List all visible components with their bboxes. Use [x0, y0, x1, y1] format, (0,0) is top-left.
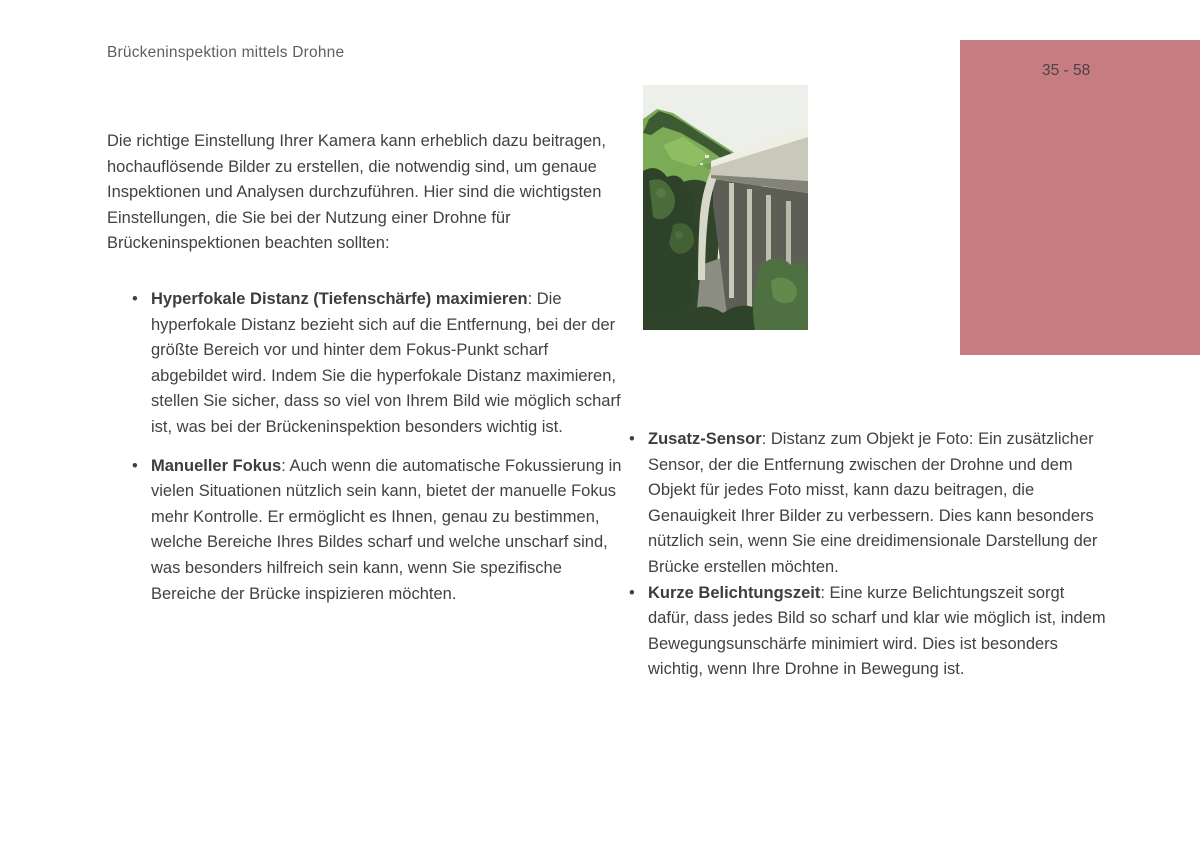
bullet-text: : Auch wenn die automatische Fokussierung in vielen Situationen nützlich sein kann, bietet der manuelle Fokus mehr Kontrolle. Er ermöglicht es Ihnen, genau zu bestimmen, welche Bereiche Ihres Bildes scharf und welche unscharf sind, was besonders hilfreich sein kann, wenn Sie spezifische Bereiche der Brücke inspizieren möchten.: [151, 456, 622, 603]
list-item-zusatz-sensor: [628, 427, 1108, 581]
list-item-kurze-belichtungszeit: [628, 581, 1108, 683]
bridge-photo: [643, 85, 808, 330]
bullet-text: : Distanz zum Objekt je Foto: Ein zusätzlicher Sensor, der die Entfernung zwischen der Drohne und dem Objekt für jedes Foto misst, kann dazu beitragen, die Genauigkeit Ihrer Bilder zu verbessern. Dies kann besonders nützlich sein, wenn Sie eine dreidimensionale Darstellung der Brücke erstellen möchten.: [648, 430, 1098, 576]
bullet-lead: Kurze Belichtungszeit: [648, 583, 821, 602]
bullet-lead: Hyperfokale Distanz (Tiefenschärfe) maximieren: [151, 290, 528, 308]
list-item-hyperfokale-distanz: [131, 287, 625, 441]
bullet-text: : Eine kurze Belichtungszeit sorgt dafür, dass jedes Bild so scharf und klar wie möglich ist, indem Bewegungsunschärfe minimiert wird. Dies ist besonders wichtig, wenn Ihre Drohne in Bewegung ist.: [648, 583, 1106, 679]
bridge-photo-illustration: [643, 85, 808, 330]
right-bullet-list: [628, 427, 1108, 683]
bullet-text: : Die hyperfokale Distanz bezieht sich auf die Entfernung, bei der der größte Bereich vor und hinter dem Fokus-Punkt scharf abgebildet wird. Indem Sie die hyperfokale Distanz maximieren, stellen Sie sicher, dass so viel von Ihrem Bild wie möglich scharf ist, was bei der Brückeninspektion besonders wichtig ist.: [151, 290, 621, 436]
bullet-lead: Manueller Fokus: [151, 456, 282, 475]
bullet-lead: Zusatz-Sensor: [648, 430, 762, 448]
intro-paragraph: Die richtige Einstellung Ihrer Kamera kann erheblich dazu beitragen, hochauflösende Bilder zu erstellen, die notwendig sind, um genaue Inspektionen und Analysen durchzuführen. Hier sind die wichtigsten Einstellungen, die Sie bei der Nutzung einer Drohne für Brückeninspektionen beachten sollten:: [107, 132, 606, 253]
page-title: Brückeninspektion mittels Drohne: [107, 44, 345, 61]
list-item-manueller-fokus: [131, 454, 625, 608]
page-number: 35 - 58: [1042, 62, 1091, 79]
left-bullet-list: [131, 287, 625, 620]
accent-rectangle: [960, 40, 1200, 355]
